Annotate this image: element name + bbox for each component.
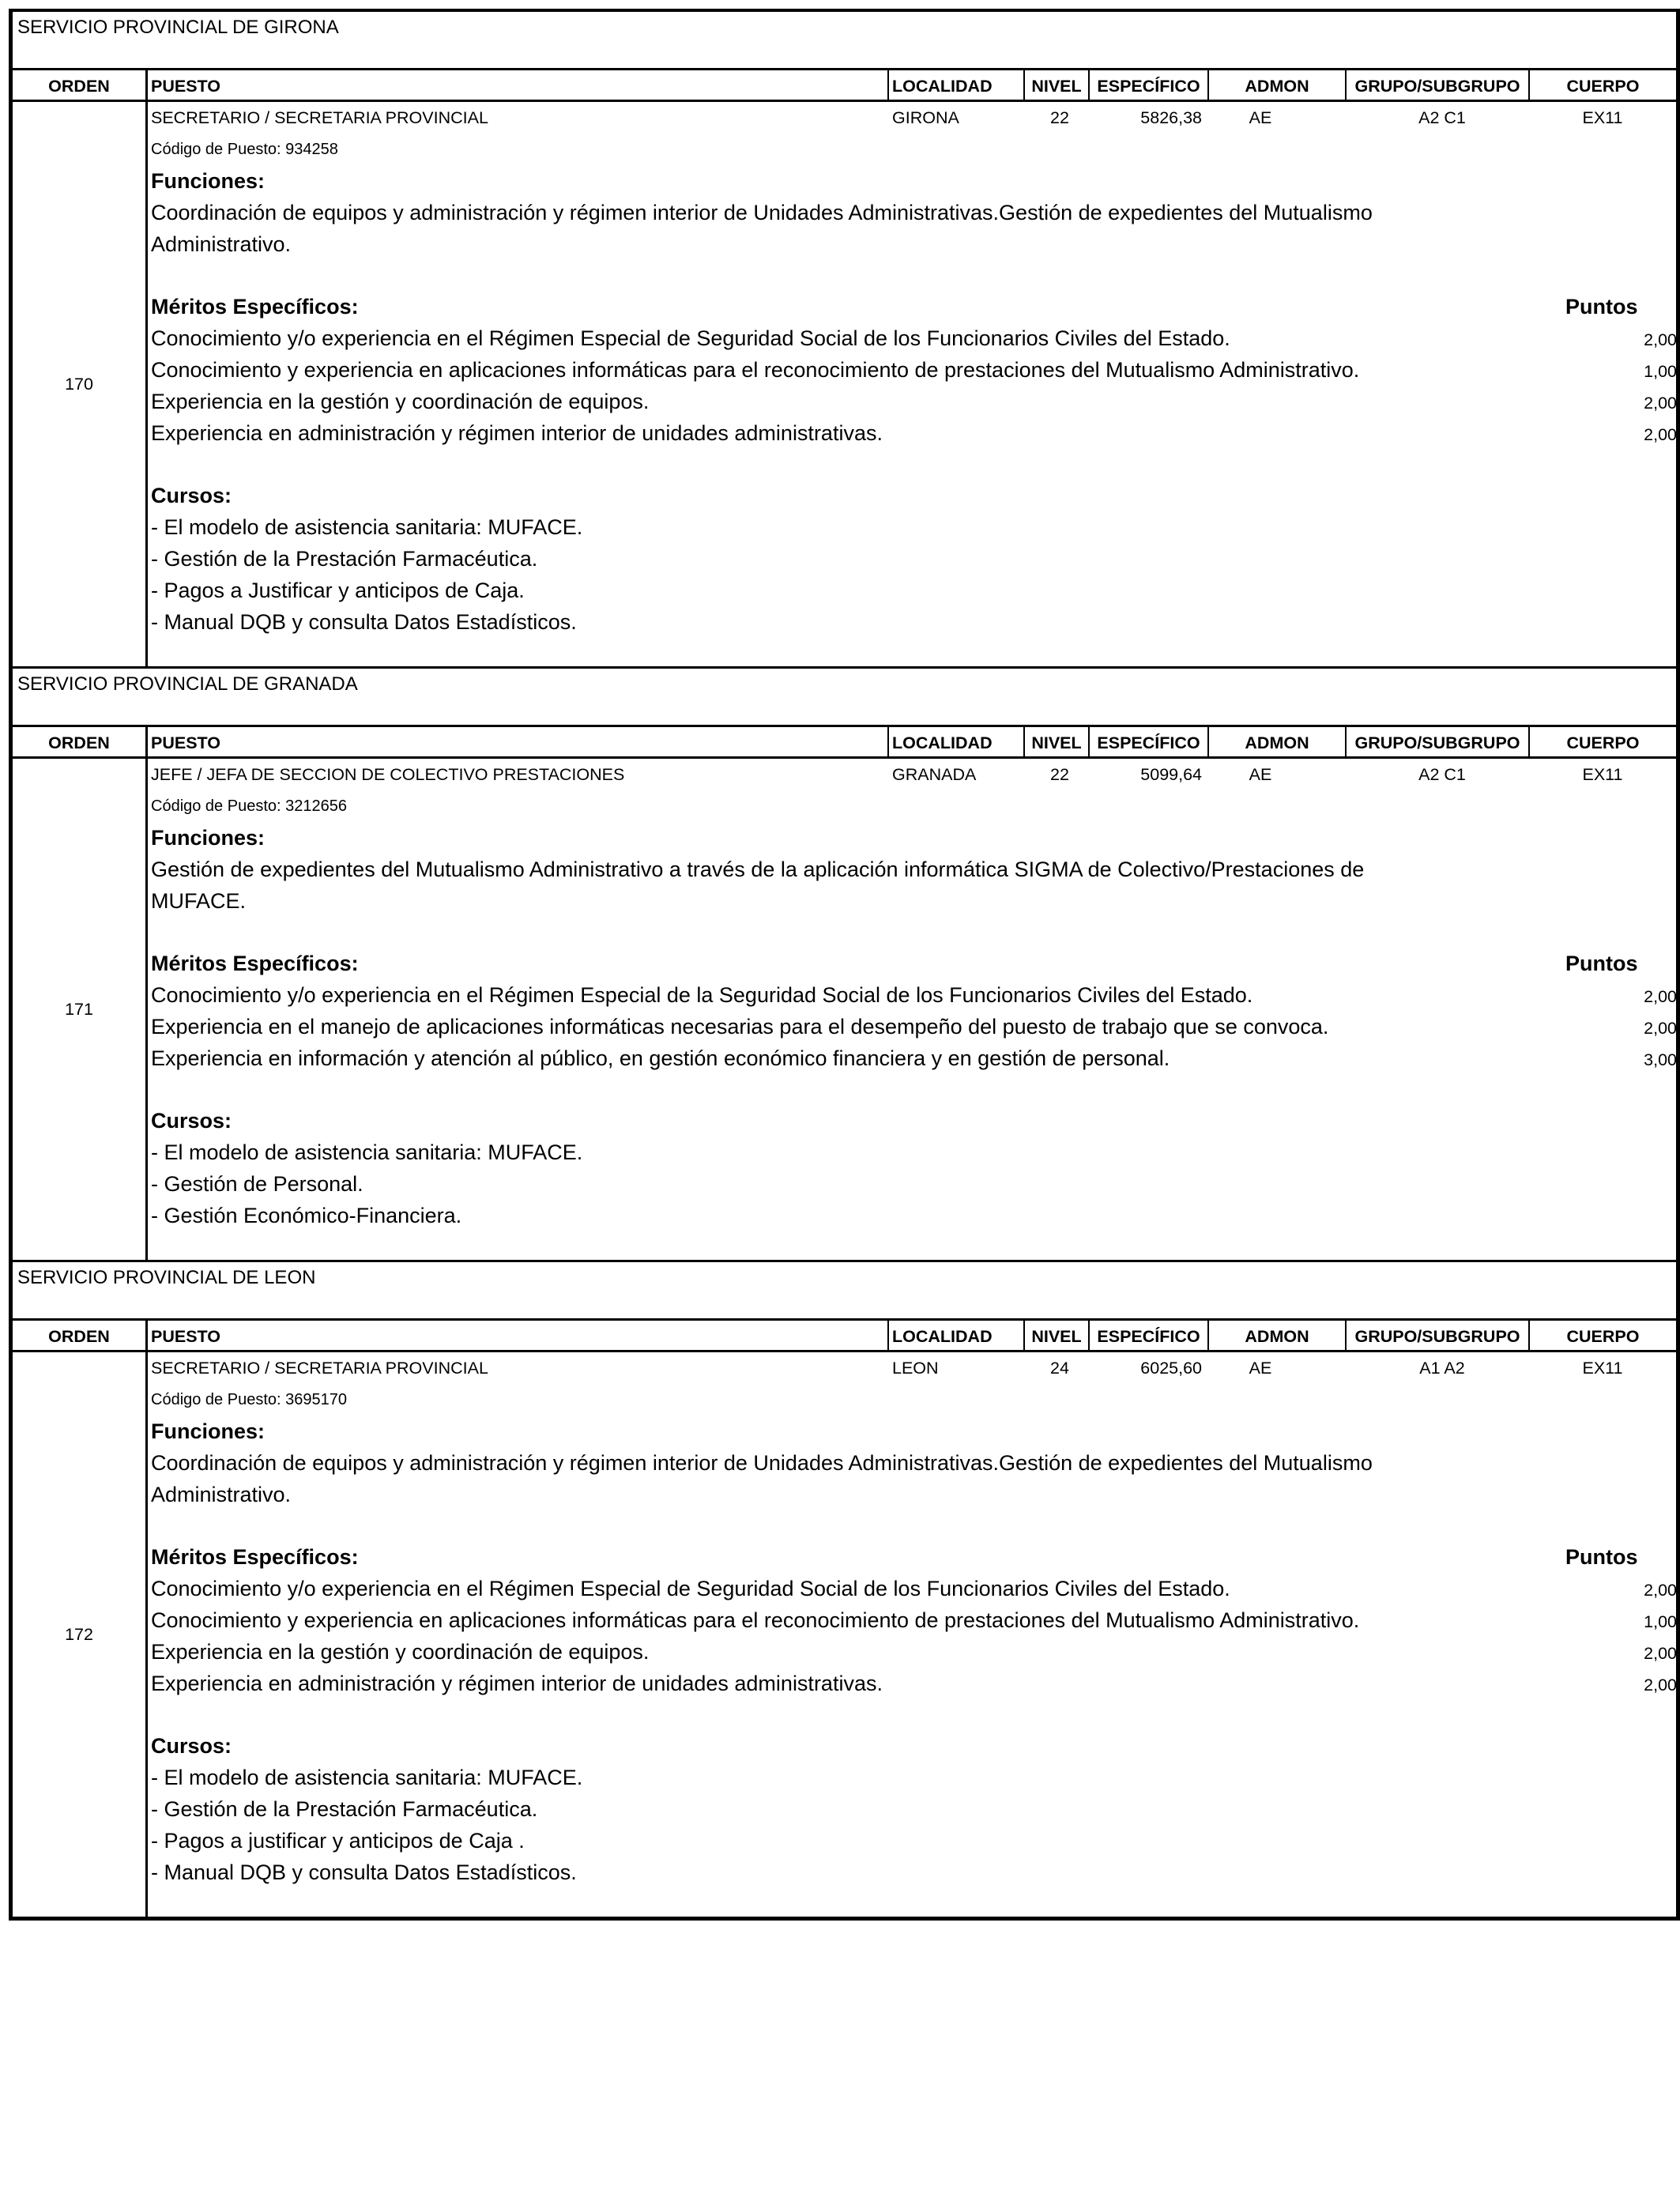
- meritos-label: [148, 291, 1676, 322]
- merit-points: 3,00: [1644, 1050, 1677, 1069]
- section-title: SERVICIO PROVINCIAL DE LEON: [13, 1262, 1676, 1321]
- spacer: [148, 449, 1676, 480]
- field-especifico: 5099,64: [1140, 765, 1202, 784]
- column-header-admon: ADMON: [1209, 70, 1347, 100]
- field-especifico: 6025,60: [1140, 1359, 1202, 1378]
- column-header-nivel: NIVEL: [1025, 70, 1090, 100]
- merit-text: Conocimiento y experiencia en aplicaciones informáticas para el reconocimiento de prestaciones del Mutualismo Administrativo.: [151, 358, 1360, 382]
- column-header-orden: ORDEN: [13, 70, 148, 100]
- merit-text: Conocimiento y/o experiencia en el Régimen Especial de la Seguridad Social de los Funcionarios Civiles del Estado.: [151, 983, 1253, 1007]
- merit-row: [148, 1011, 1676, 1042]
- merit-text: Conocimiento y/o experiencia en el Régimen Especial de Seguridad Social de los Funcionarios Civiles del Estado.: [151, 1577, 1230, 1600]
- meritos-label: [148, 1541, 1676, 1573]
- column-header-admon: ADMON: [1209, 1321, 1347, 1350]
- spacer: [148, 1699, 1676, 1730]
- course-item: - Gestión de la Prestación Farmacéutica.: [151, 1797, 538, 1821]
- course-item: - Gestión de Personal.: [151, 1172, 363, 1196]
- column-header-grupo: GRUPO/SUBGRUPO: [1347, 1321, 1530, 1350]
- column-header-admon: ADMON: [1209, 727, 1347, 756]
- orden-number: 172: [13, 1352, 148, 1917]
- merit-row: [148, 979, 1676, 1011]
- merit-text: Experiencia en información y atención al público, en gestión económico financiera y en gestión de personal.: [151, 1046, 1170, 1070]
- course-item: - El modelo de asistencia sanitaria: MUFACE.: [151, 1140, 583, 1164]
- position-row: [13, 759, 1676, 1260]
- funciones-text: Coordinación de equipos y administración y régimen interior de Unidades Administrativas.Gestión de expedientes del Mutualismo Administrativo.: [151, 1451, 1373, 1506]
- merit-points: 2,00: [1644, 425, 1677, 444]
- column-header-cuerpo: CUERPO: [1566, 733, 1640, 752]
- position-summary: [148, 1352, 1676, 1384]
- merit-row: [148, 386, 1676, 417]
- spacer: [148, 1074, 1676, 1105]
- field-puesto: JEFE / JEFA DE SECCION DE COLECTIVO PRESTACIONES: [151, 765, 625, 784]
- document-table: [9, 9, 1680, 1921]
- merit-text: Experiencia en la gestión y coordinación de equipos.: [151, 390, 650, 413]
- merit-points: 2,00: [1644, 1019, 1677, 1038]
- puntos-label: Puntos: [1565, 295, 1638, 319]
- course-item: - Gestión de la Prestación Farmacéutica.: [151, 547, 538, 571]
- position-code: Código de Puesto: 934258: [151, 141, 338, 158]
- position-summary: [148, 759, 1676, 790]
- funciones-text: Gestión de expedientes del Mutualismo Administrativo a través de la aplicación informática SIGMA de Colectivo/Prestaciones de MUFACE.: [151, 858, 1365, 913]
- merit-points: 1,00: [1644, 362, 1677, 381]
- column-header-especifico: ESPECÍFICO: [1090, 727, 1209, 756]
- merit-points: 2,00: [1644, 987, 1677, 1006]
- course-item: - El modelo de asistencia sanitaria: MUFACE.: [151, 515, 583, 539]
- merit-text: Experiencia en el manejo de aplicaciones informáticas necesarias para el desempeño del puesto de trabajo que se convoca.: [151, 1015, 1329, 1039]
- column-header-row: [13, 727, 1676, 759]
- field-localidad: LEON: [892, 1359, 939, 1378]
- position-details: [148, 102, 1676, 666]
- course-item: - Pagos a Justificar y anticipos de Caja.: [151, 579, 525, 602]
- field-cuerpo: EX11: [1582, 108, 1623, 127]
- merit-points: 2,00: [1644, 1676, 1677, 1695]
- merit-text: Conocimiento y experiencia en aplicaciones informáticas para el reconocimiento de prestaciones del Mutualismo Administrativo.: [151, 1608, 1360, 1632]
- column-header-orden: ORDEN: [13, 1321, 148, 1350]
- field-admon: AE: [1249, 1359, 1272, 1378]
- column-header-row: [13, 70, 1676, 102]
- merit-points: 2,00: [1644, 394, 1677, 413]
- column-header-row: [13, 1321, 1676, 1352]
- column-header-localidad: LOCALIDAD: [889, 727, 1025, 756]
- merit-row: [148, 1573, 1676, 1604]
- merit-row: [148, 1636, 1676, 1668]
- field-nivel: 22: [1050, 108, 1069, 127]
- spacer: [148, 260, 1676, 291]
- merit-row: [148, 1668, 1676, 1699]
- meritos-label-text: Méritos Específicos:: [151, 1545, 359, 1569]
- column-header-especifico: ESPECÍFICO: [1090, 1321, 1209, 1350]
- course-item: - Manual DQB y consulta Datos Estadísticos.: [151, 1860, 577, 1884]
- service-section: [13, 12, 1676, 666]
- field-localidad: GRANADA: [892, 765, 977, 784]
- field-grupo: A1 A2: [1419, 1359, 1465, 1378]
- funciones-label: Funciones:: [151, 169, 266, 193]
- position-code: Código de Puesto: 3695170: [151, 1391, 347, 1408]
- merit-text: Conocimiento y/o experiencia en el Régimen Especial de Seguridad Social de los Funcionarios Civiles del Estado.: [151, 326, 1230, 350]
- column-header-grupo: GRUPO/SUBGRUPO: [1347, 727, 1530, 756]
- spacer: [148, 917, 1676, 948]
- merit-points: 2,00: [1644, 1581, 1677, 1600]
- course-item: - Gestión Económico-Financiera.: [151, 1204, 462, 1227]
- section-title: SERVICIO PROVINCIAL DE GRANADA: [13, 669, 1676, 727]
- column-header-puesto: PUESTO: [148, 70, 889, 100]
- merit-points: 1,00: [1644, 1612, 1677, 1631]
- column-header-localidad: LOCALIDAD: [889, 1321, 1025, 1350]
- funciones-label: Funciones:: [151, 826, 266, 850]
- position-row: [13, 102, 1676, 666]
- column-header-orden: ORDEN: [13, 727, 148, 756]
- cursos-label: Cursos:: [151, 1734, 232, 1758]
- meritos-label-text: Méritos Específicos:: [151, 952, 359, 975]
- column-header-puesto: PUESTO: [148, 1321, 889, 1350]
- column-header-cuerpo: CUERPO: [1566, 1327, 1640, 1346]
- field-admon: AE: [1249, 765, 1272, 784]
- merit-row: [148, 1042, 1676, 1074]
- course-item: - Manual DQB y consulta Datos Estadísticos.: [151, 610, 577, 634]
- column-header-especifico: ESPECÍFICO: [1090, 70, 1209, 100]
- position-details: [148, 759, 1676, 1260]
- service-section: [13, 1260, 1676, 1917]
- field-cuerpo: EX11: [1582, 765, 1623, 784]
- position-row: [13, 1352, 1676, 1917]
- meritos-label: [148, 948, 1676, 979]
- field-cuerpo: EX11: [1582, 1359, 1623, 1378]
- column-header-nivel: NIVEL: [1025, 727, 1090, 756]
- service-section: [13, 666, 1676, 1260]
- field-nivel: 24: [1050, 1359, 1069, 1378]
- field-grupo: A2 C1: [1418, 108, 1466, 127]
- column-header-puesto: PUESTO: [148, 727, 889, 756]
- puntos-label: Puntos: [1565, 1545, 1638, 1569]
- position-code: Código de Puesto: 3212656: [151, 797, 347, 815]
- field-admon: AE: [1249, 108, 1272, 127]
- field-nivel: 22: [1050, 765, 1069, 784]
- merit-row: [148, 354, 1676, 386]
- merit-text: Experiencia en administración y régimen interior de unidades administrativas.: [151, 421, 883, 445]
- funciones-label: Funciones:: [151, 1419, 266, 1443]
- column-header-grupo: GRUPO/SUBGRUPO: [1347, 70, 1530, 100]
- merit-text: Experiencia en la gestión y coordinación de equipos.: [151, 1640, 650, 1664]
- cursos-label: Cursos:: [151, 484, 232, 507]
- merit-row: [148, 322, 1676, 354]
- course-item: - Pagos a justificar y anticipos de Caja .: [151, 1829, 525, 1853]
- field-especifico: 5826,38: [1140, 108, 1202, 127]
- orden-number: 170: [13, 102, 148, 666]
- merit-row: [148, 1604, 1676, 1636]
- column-header-localidad: LOCALIDAD: [889, 70, 1025, 100]
- field-puesto: SECRETARIO / SECRETARIA PROVINCIAL: [151, 1359, 488, 1378]
- column-header-nivel: NIVEL: [1025, 1321, 1090, 1350]
- position-details: [148, 1352, 1676, 1917]
- merit-points: 2,00: [1644, 330, 1677, 349]
- field-puesto: SECRETARIO / SECRETARIA PROVINCIAL: [151, 108, 488, 127]
- merit-row: [148, 417, 1676, 449]
- meritos-label-text: Méritos Específicos:: [151, 295, 359, 319]
- position-summary: [148, 102, 1676, 134]
- merit-text: Experiencia en administración y régimen interior de unidades administrativas.: [151, 1672, 883, 1695]
- funciones-text: Coordinación de equipos y administración y régimen interior de Unidades Administrativas.Gestión de expedientes del Mutualismo Administrativo.: [151, 201, 1373, 256]
- field-grupo: A2 C1: [1418, 765, 1466, 784]
- spacer: [148, 1510, 1676, 1541]
- orden-number: 171: [13, 759, 148, 1260]
- field-localidad: GIRONA: [892, 108, 959, 127]
- course-item: - El modelo de asistencia sanitaria: MUFACE.: [151, 1766, 583, 1789]
- column-header-cuerpo: CUERPO: [1566, 77, 1640, 96]
- section-title: SERVICIO PROVINCIAL DE GIRONA: [13, 12, 1676, 70]
- puntos-label: Puntos: [1565, 952, 1638, 975]
- cursos-label: Cursos:: [151, 1109, 232, 1133]
- merit-points: 2,00: [1644, 1644, 1677, 1663]
